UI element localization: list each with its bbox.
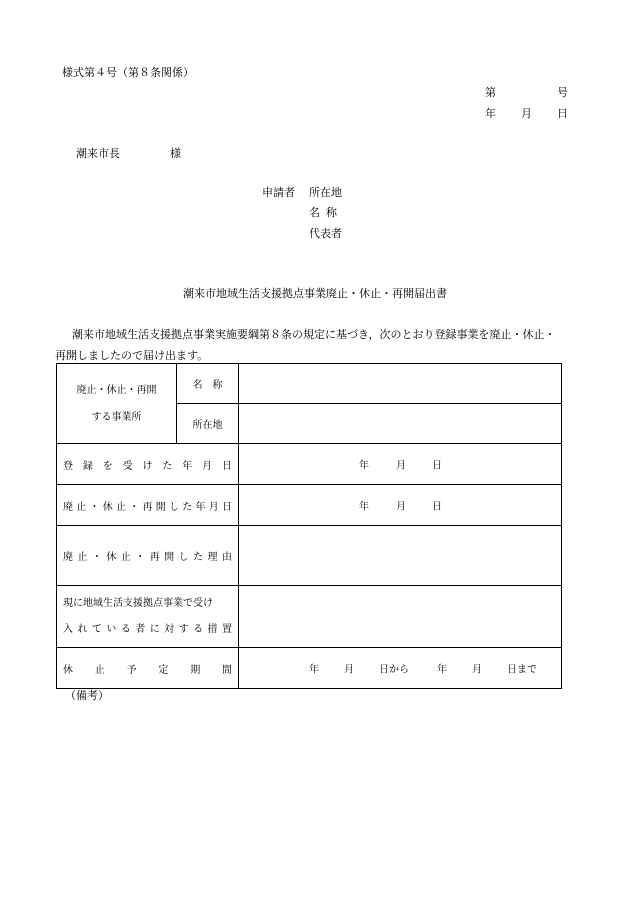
period-label-text-char: 間 — [221, 664, 232, 676]
period-start-month: 月 — [344, 664, 354, 676]
reason-label-text-char: た — [193, 552, 204, 563]
reason-label-text-char: 休 — [106, 552, 117, 563]
period-label-text — [57, 661, 238, 676]
date-month-label: 月 — [521, 107, 532, 120]
date-day-label: 日 — [557, 107, 568, 120]
facility-label-cell — [57, 364, 177, 444]
period-start-year: 年 — [309, 664, 319, 676]
measures-label — [57, 586, 239, 648]
facility-label-line1: 廃止・休止・再開 — [76, 384, 157, 396]
changed-date-label-text-char: 廃 — [63, 501, 73, 513]
measures-label-line2-char: 入 — [63, 623, 73, 635]
changed-date-label-text-char: 止 — [76, 501, 87, 513]
changed-date-label-text-char: ・ — [129, 501, 140, 513]
period-end-day: 日まで — [507, 664, 537, 676]
reason-label-text-char: 再 — [149, 552, 160, 563]
number-suffix: 号 — [557, 86, 568, 99]
facility-address-label: 所在地 — [177, 404, 239, 444]
reason-label-text-char: 止 — [77, 552, 88, 563]
measures-input[interactable] — [239, 586, 562, 648]
facility-label-line2: する事業所 — [91, 411, 142, 423]
period-input[interactable] — [239, 648, 562, 689]
form-table — [56, 363, 562, 689]
measures-label-line2-char: 者 — [135, 623, 146, 635]
registered-date-day: 日 — [432, 460, 442, 472]
measures-label-line2-char: る — [193, 623, 204, 635]
facility-name-label: 名 称 — [177, 364, 239, 404]
changed-date-label-text-char: 止 — [116, 501, 126, 513]
registered-date-label-text-char: 受 — [122, 460, 133, 472]
reason-label-text-char: 開 — [164, 552, 175, 563]
facility-name-input[interactable] — [239, 364, 562, 404]
date-year-label: 年 — [485, 107, 496, 120]
reason-label-text — [57, 548, 238, 563]
registered-date-label-text-char: 日 — [222, 460, 232, 472]
measures-label-line2-char: れ — [77, 623, 88, 635]
measures-label-line2-char: 措 — [207, 623, 218, 635]
period-label-text-char: 休 — [63, 664, 73, 676]
changed-date-label-text-char: 年 — [195, 501, 206, 513]
registered-date-label-text-char: 登 — [63, 460, 73, 472]
applicant-label: 申請者 — [262, 186, 295, 199]
period-label-text-char: 予 — [126, 664, 137, 676]
changed-date-year: 年 — [359, 501, 369, 513]
changed-date-day: 日 — [432, 501, 442, 513]
registered-date-label-text-char: 年 — [182, 460, 193, 472]
measures-label-line2 — [57, 617, 238, 643]
registered-date-label-text-char: け — [142, 460, 153, 472]
changed-date-label-text-char: 月 — [208, 501, 219, 513]
measures-label-line2-char: す — [178, 623, 189, 635]
form-id: 様式第４号（第８条関係） — [62, 66, 194, 79]
changed-date-label-text-char: た — [182, 501, 193, 513]
addressee-name: 潮来市長 — [76, 147, 120, 160]
reason-label-text-char: し — [178, 552, 189, 563]
measures-label-line2-char: 対 — [164, 623, 175, 635]
reason-label-text-char: 理 — [207, 552, 218, 563]
reason-label-text-char: 廃 — [63, 552, 73, 563]
changed-date-label-text-char: 再 — [142, 501, 153, 513]
body-paragraph: 潮来市地域生活支援拠点事業実施要綱第８条の規定に基づき，次のとおり登録事業を廃止・休止・再開しましたので届け出ます。 — [55, 328, 556, 362]
period-label-text-char: 定 — [158, 664, 169, 676]
addressee-honorific: 様 — [170, 147, 181, 160]
measures-label-line2-char: 置 — [221, 623, 232, 635]
reason-input[interactable] — [239, 526, 562, 586]
registered-date-month: 月 — [396, 460, 406, 472]
remarks-label: （備考） — [65, 689, 109, 702]
applicant-representative-label: 代表者 — [309, 227, 342, 240]
period-label-text-char: 期 — [190, 664, 201, 676]
changed-date-label-text-char: 開 — [155, 501, 166, 513]
measures-label-line1: 現に地域生活支援拠点事業で受け — [63, 597, 213, 609]
number-prefix: 第 — [485, 86, 496, 99]
registered-date-label-text-char: た — [162, 460, 173, 472]
reason-label — [57, 526, 239, 586]
reason-label-text-char: ・ — [135, 552, 146, 563]
applicant-name-label: 名称 — [309, 206, 343, 219]
changed-date-label-text-char: し — [169, 501, 179, 513]
facility-address-input[interactable] — [239, 404, 562, 444]
changed-date-label-text-char: ・ — [89, 501, 100, 513]
measures-label-line2-char: て — [91, 623, 102, 635]
registered-date-year: 年 — [359, 460, 369, 472]
period-label-text-char: 止 — [94, 664, 105, 676]
period-end-month: 月 — [472, 664, 482, 676]
period-end-year: 年 — [437, 664, 447, 676]
changed-date-label-text — [57, 498, 238, 513]
registered-date-label-text — [57, 457, 238, 472]
reason-label-text-char: ・ — [91, 552, 102, 563]
registered-date-label-text-char: を — [102, 460, 113, 472]
registered-date-label-text-char: 月 — [202, 460, 213, 472]
registered-date-label-text-char: 録 — [82, 460, 93, 472]
changed-date-label-text-char: 日 — [222, 501, 232, 513]
changed-date-label-text-char: 休 — [102, 501, 113, 513]
period-start-day: 日から — [379, 664, 409, 676]
measures-label-line2-char: る — [120, 623, 131, 635]
changed-date-month: 月 — [396, 501, 406, 513]
registered-date-label — [57, 444, 239, 485]
measures-label-line2-char: に — [149, 623, 160, 635]
changed-date-label — [57, 485, 239, 526]
changed-date-input[interactable] — [239, 485, 562, 526]
period-label — [57, 648, 239, 689]
applicant-address-label: 所在地 — [309, 186, 342, 199]
measures-label-line2-char: い — [106, 623, 117, 635]
reason-label-text-char: 由 — [221, 552, 232, 563]
reason-label-text-char: 止 — [120, 552, 131, 563]
registered-date-input[interactable] — [239, 444, 562, 485]
document-title: 潮来市地域生活支援拠点事業廃止・休止・再開届出書 — [183, 287, 447, 300]
